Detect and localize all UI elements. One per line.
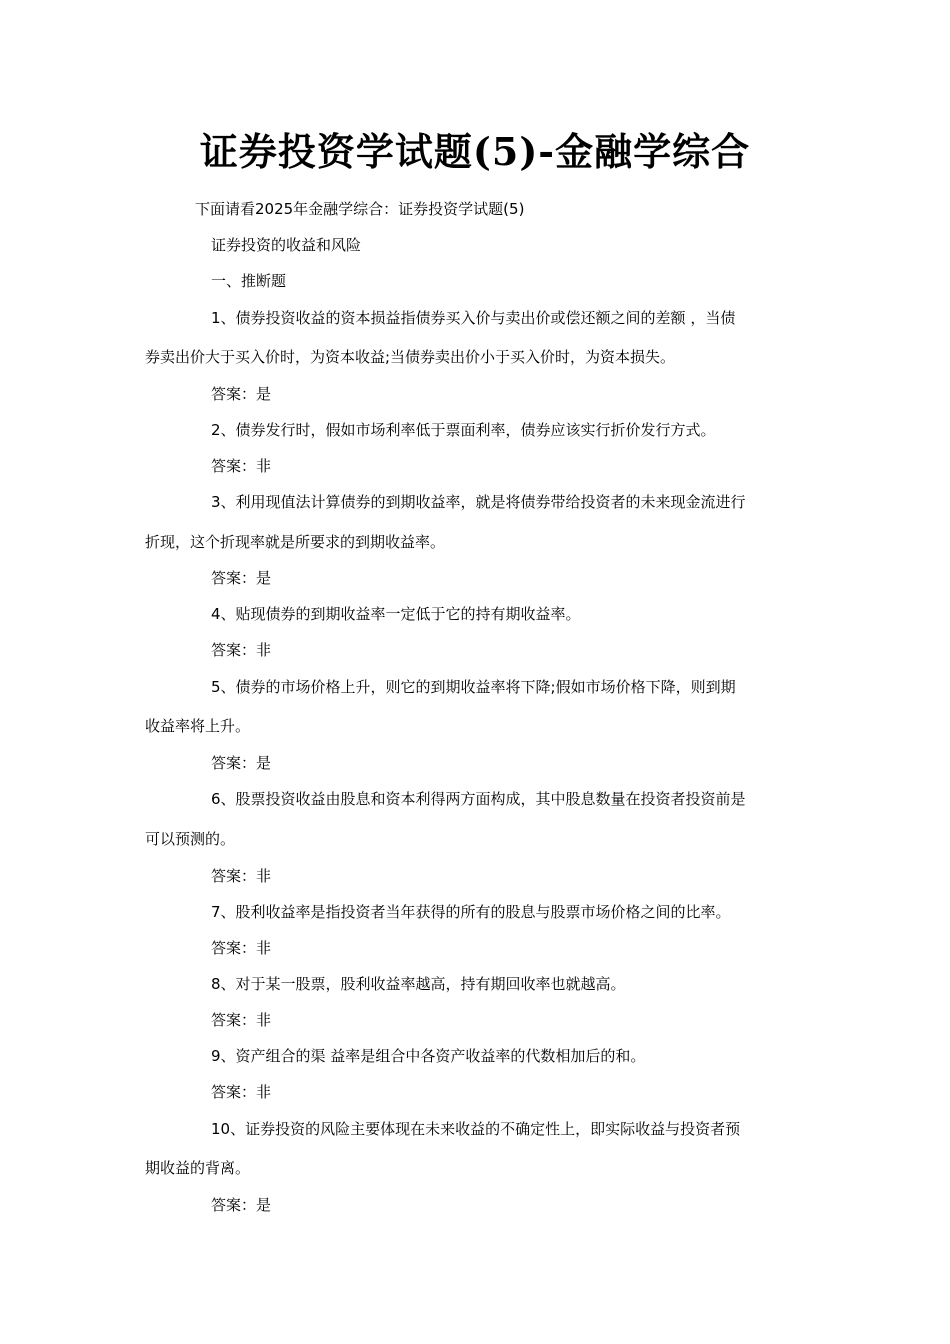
- question-4-line1: 4、贴现债券的到期收益率一定低于它的持有期收益率。: [211, 605, 581, 623]
- answer-7: 答案：非: [211, 939, 272, 957]
- intro-text: 下面请看2025年金融学综合：证券投资学试题(5): [195, 200, 525, 218]
- answer-1: 答案：是: [211, 385, 272, 403]
- answer-5: 答案：是: [211, 754, 272, 772]
- question-1-line2: 券卖出价大于买入价时，为资本收益;当债券卖出价小于买入价时，为资本损失。: [145, 348, 676, 366]
- answer-2: 答案：非: [211, 457, 272, 475]
- question-3-line2: 折现，这个折现率就是所要求的到期收益率。: [145, 533, 446, 551]
- question-3-line1: 3、利用现值法计算债券的到期收益率，就是将债券带给投资者的未来现金流进行: [211, 493, 746, 511]
- question-1-line1: 1、债券投资收益的资本损益指债券买入价与卖出价或偿还额之间的差额 ，当债: [211, 309, 736, 327]
- question-8-line1: 8、对于某一股票，股利收益率越高，持有期回收率也就越高。: [211, 975, 626, 993]
- answer-9: 答案：非: [211, 1083, 272, 1101]
- answer-6: 答案：非: [211, 867, 272, 885]
- question-5-line1: 5、债券的市场价格上升，则它的到期收益率将下降;假如市场价格下降，则到期: [211, 678, 736, 696]
- question-5-line2: 收益率将上升。: [145, 717, 251, 735]
- question-10-line2: 期收益的背离。: [145, 1159, 251, 1177]
- document-title: 证券投资学试题(5)-金融学综合: [199, 129, 751, 174]
- question-6-line1: 6、股票投资收益由股息和资本利得两方面构成，其中股息数量在投资者投资前是: [211, 790, 746, 808]
- question-10-line1: 10、证券投资的风险主要体现在未来收益的不确定性上，即实际收益与投资者预: [211, 1120, 741, 1138]
- answer-10: 答案：是: [211, 1196, 272, 1214]
- answer-3: 答案：是: [211, 569, 272, 587]
- answer-4: 答案：非: [211, 641, 272, 659]
- question-2-line1: 2、债券发行时，假如市场利率低于票面利率，债券应该实行折价发行方式。: [211, 421, 716, 439]
- question-9-line1: 9、资产组合的渠 益率是组合中各资产收益率的代数相加后的和。: [211, 1047, 646, 1065]
- question-6-line2: 可以预测的。: [145, 830, 236, 848]
- section-heading: 证券投资的收益和风险: [211, 236, 362, 254]
- part-heading: 一、推断题: [211, 272, 287, 290]
- question-7-line1: 7、股利收益率是指投资者当年获得的所有的股息与股票市场价格之间的比率。: [211, 903, 731, 921]
- answer-8: 答案：非: [211, 1011, 272, 1029]
